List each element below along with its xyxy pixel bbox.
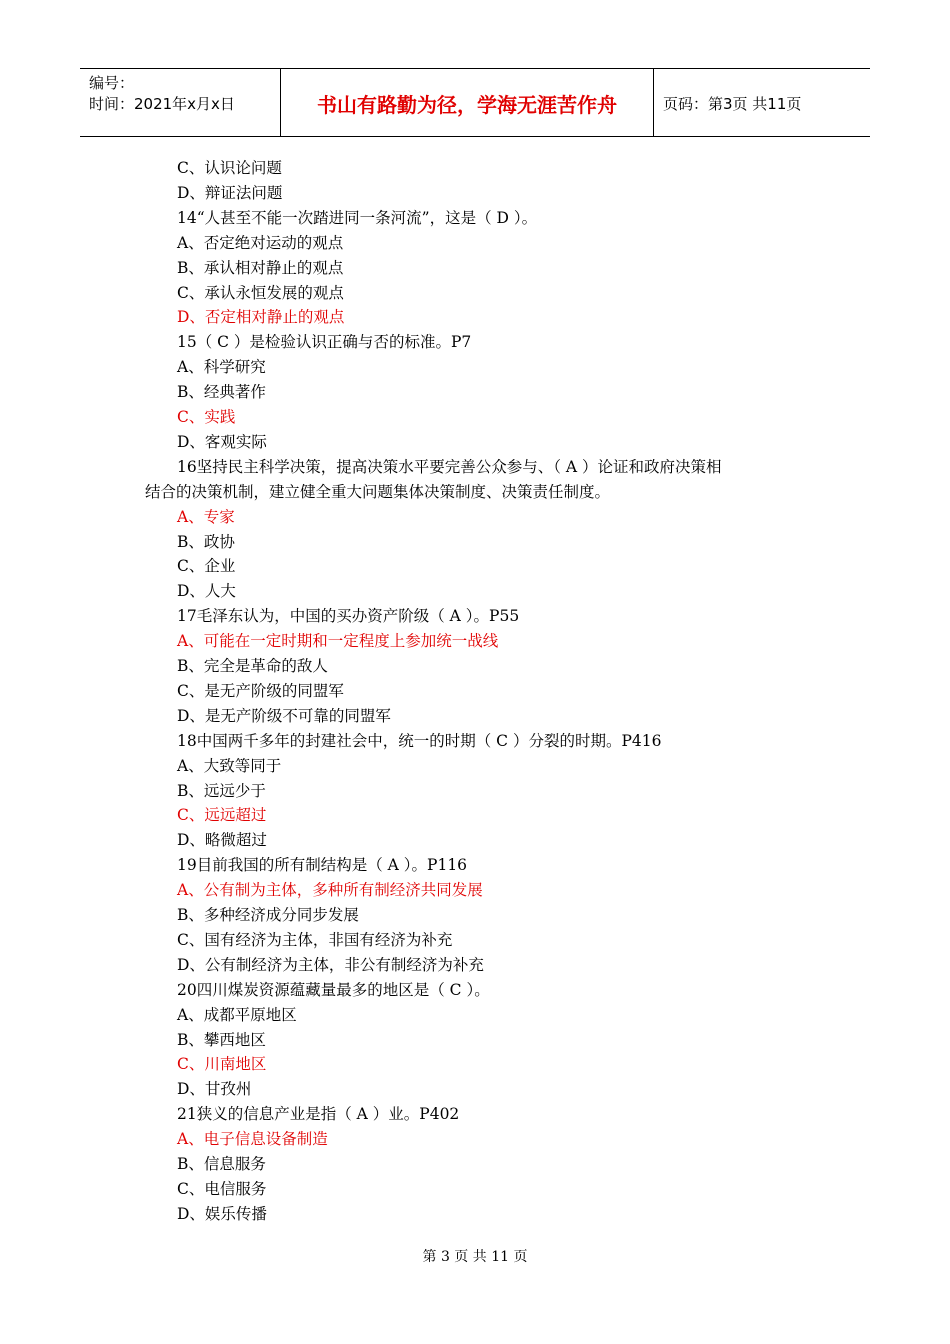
header-motto: 书山有路勤为径，学海无涯苦作舟 [281, 69, 654, 136]
text-line: 14“人甚至不能一次踏进同一条河流”，这是（ D ）。 [177, 208, 538, 227]
date-line: 时间：2021年x月x日 [89, 95, 235, 113]
text-line: A、电子信息设备制造 [177, 1130, 328, 1149]
text-line: D、否定相对静止的观点 [177, 308, 345, 327]
header-meta [80, 69, 281, 136]
text-line: C、认识论问题 [177, 159, 282, 177]
text-line: C、企业 [177, 557, 236, 576]
text-line: C、承认永恒发展的观点 [177, 283, 344, 302]
text-line: D、公有制经济为主体，非公有制经济为补充 [177, 955, 484, 974]
text-line: D、是无产阶级不可靠的同盟军 [177, 706, 391, 725]
text-line: 16坚持民主科学决策，提高决策水平要完善公众参与、（ A ）论证和政府决策相 [177, 457, 722, 476]
text-line: B、多种经济成分同步发展 [177, 906, 359, 924]
number-label: 编号： [89, 74, 135, 92]
text-line: B、完全是革命的敌人 [177, 657, 328, 675]
text-line: 20四川煤炭资源蕴藏量最多的地区是（ C ）。 [177, 980, 490, 999]
text-line: C、实践 [177, 408, 236, 426]
text-line: A、成都平原地区 [177, 1005, 297, 1024]
text-line: B、远远少于 [177, 781, 266, 800]
text-line: C、是无产阶级的同盟军 [177, 681, 344, 700]
text-line: 结合的决策机制，建立健全重大问题集体决策制度、决策责任制度。 [145, 482, 611, 501]
text-line: 19目前我国的所有制结构是（ A ）。P116 [177, 856, 468, 875]
text-line: D、人大 [177, 582, 236, 601]
text-line: 21狭义的信息产业是指（ A ）业。P402 [177, 1105, 460, 1124]
text-line: A、公有制为主体，多种所有制经济共同发展 [177, 881, 483, 900]
text-line: B、信息服务 [177, 1155, 266, 1173]
page-header [80, 68, 870, 137]
text-line: C、电信服务 [177, 1179, 267, 1198]
text-line: B、承认相对静止的观点 [177, 258, 344, 277]
text-line: D、略微超过 [177, 831, 267, 850]
text-line: A、大致等同于 [177, 756, 282, 775]
text-line: C、川南地区 [177, 1055, 267, 1074]
text-line: 18中国两千多年的封建社会中，统一的时期（ C ）分裂的时期。P416 [177, 731, 662, 750]
text-line: 17毛泽东认为，中国的买办资产阶级（ A ）。P55 [177, 607, 520, 626]
text-line: A、可能在一定时期和一定程度上参加统一战线 [177, 632, 499, 651]
text-line: A、科学研究 [177, 358, 266, 377]
text-line: D、甘孜州 [177, 1080, 252, 1099]
text-line: B、政协 [177, 532, 235, 551]
text-line: D、客观实际 [177, 432, 267, 451]
text-line: C、国有经济为主体，非国有经济为补充 [177, 930, 453, 949]
text-line: A、否定绝对运动的观点 [177, 233, 344, 252]
header-page-code: 页码：第3页 共11页 [663, 95, 802, 113]
text-line: D、娱乐传播 [177, 1204, 267, 1223]
text-line: A、专家 [177, 507, 235, 526]
text-line: B、经典著作 [177, 383, 266, 402]
page-footer: 第 3 页 共 11 页 [422, 1249, 528, 1265]
text-line: D、辩证法问题 [177, 183, 283, 202]
text-line: B、攀西地区 [177, 1030, 266, 1049]
text-line: C、远远超过 [177, 806, 267, 825]
text-line: 15（ C ）是检验认识正确与否的标准。P7 [177, 333, 472, 352]
